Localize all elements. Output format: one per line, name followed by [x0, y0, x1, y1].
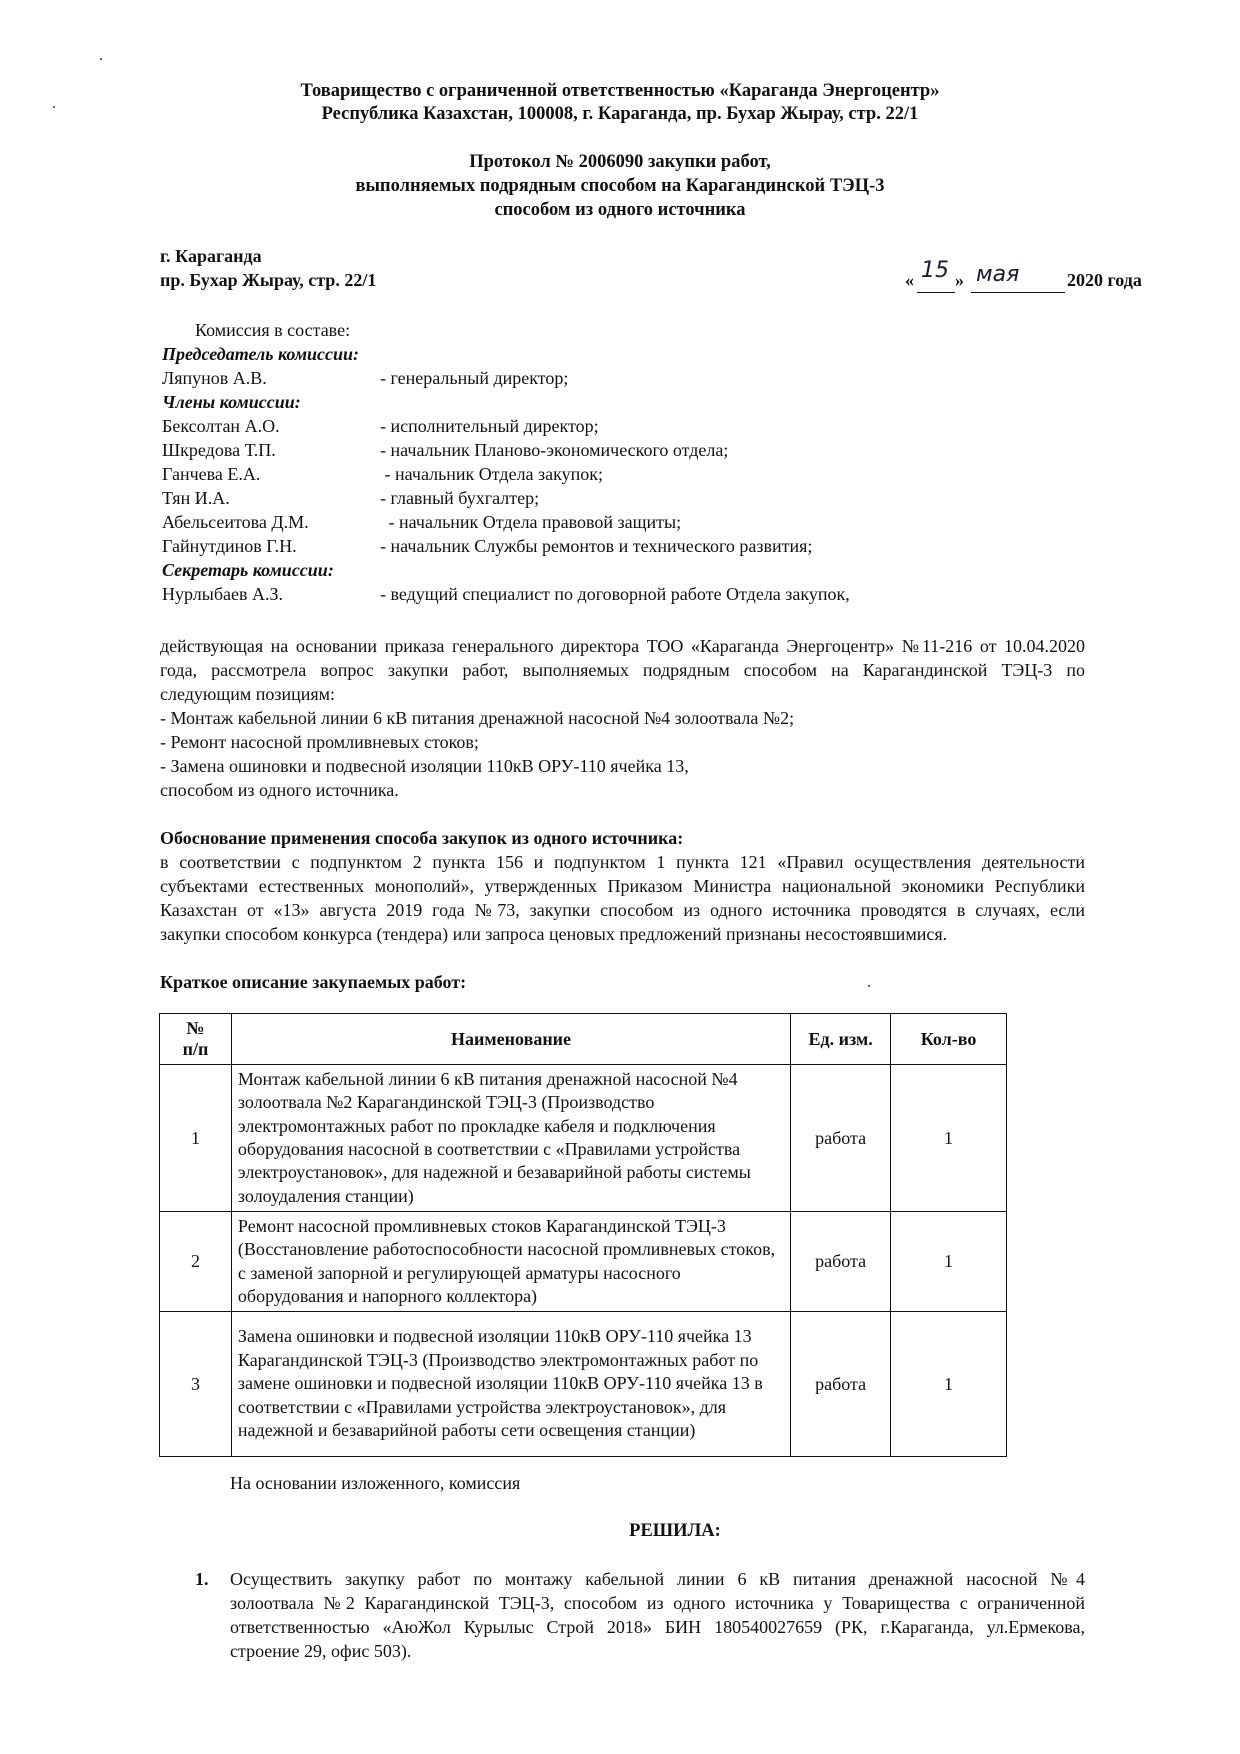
date-close-quote: » — [955, 270, 964, 290]
place-address: пр. Бухар Жырау, стр. 22/1 — [160, 270, 377, 290]
row-unit: работа — [791, 1212, 891, 1312]
member-role: - ведущий специалист по договорной работе Отдела закупок, — [380, 584, 850, 604]
row-name: Замена ошиновки и подвесной изоляции 110кВ ОРУ-110 ячейка 13 Карагандинской ТЭЦ-3 (Производство электромонтажных работ по замене ошиновки и подвесной изоляции 110кВ ОРУ-110 ячейка 13 в соответствии с «Правилами устройства электроустановок», для надежной и безаварийной работы сети освещения станции) — [231, 1312, 790, 1457]
works-heading: Краткое описание закупаемых работ: — [160, 972, 467, 992]
date-day-handwritten: 15 — [921, 258, 949, 283]
body-line: действующая на основании приказа генерального директора ТОО «Караганда Энергоцентр» №11-216 от 10.04.2020 — [160, 636, 1085, 656]
scan-speck — [100, 58, 102, 60]
body-line: следующим позициям: — [160, 684, 336, 704]
col-header-qty: Кол-во — [891, 1014, 1007, 1065]
date-month-underline — [971, 292, 1065, 293]
member-name: Шкредова Т.П. — [162, 440, 276, 460]
row-num: 3 — [160, 1312, 232, 1457]
members-heading: Члены комиссии: — [162, 392, 301, 412]
member-role: - главный бухгалтер; — [380, 488, 540, 508]
member-name: Абельсеитова Д.М. — [162, 512, 309, 532]
decision-line: строение 29, офис 503). — [230, 1641, 412, 1661]
table-header-row — [160, 1014, 1007, 1065]
member-role: - исполнительный директор; — [380, 416, 599, 436]
org-name: Товарищество с ограниченной ответственностью «Караганда Энергоцентр» — [300, 81, 940, 101]
list-item: - Монтаж кабельной линии 6 кВ питания дренажной насосной №4 золоотвала №2; — [160, 708, 795, 728]
date-open-quote: « — [905, 270, 914, 290]
member-role: - начальник Отдела закупок; — [380, 464, 604, 484]
row-qty: 1 — [891, 1065, 1007, 1212]
protocol-title: Протокол № 2006090 закупки работ, — [469, 152, 771, 172]
table-row — [160, 1212, 1007, 1312]
chair-heading: Председатель комиссии: — [162, 344, 360, 364]
decision-line: золоотвала №2 Карагандинской ТЭЦ-3, способом из одного источника у Товарищества с ограниченной — [230, 1593, 1085, 1613]
member-role: - начальник Планово-экономического отдела; — [380, 440, 729, 460]
commission-intro: Комиссия в составе: — [195, 320, 351, 340]
place-city: г. Караганда — [160, 246, 262, 266]
date-day-underline — [917, 292, 955, 293]
row-name: Ремонт насосной промливневых стоков Карагандинской ТЭЦ-3 (Восстановление работоспособности насосной промливневых стоков, с заменой запорной и регулирующей арматуры насосного оборудования и напорного коллектора) — [231, 1212, 790, 1312]
member-role: - начальник Службы ремонтов и технического развития; — [380, 536, 813, 556]
justification-heading: Обоснование применения способа закупок из одного источника: — [160, 828, 684, 848]
date-month-handwritten: мая — [976, 262, 1020, 287]
member-role: - генеральный директор; — [380, 368, 569, 388]
row-qty: 1 — [891, 1312, 1007, 1457]
body-line: способом из одного источника. — [160, 780, 399, 800]
member-name: Тян И.А. — [162, 488, 230, 508]
decision-intro: На основании изложенного, комиссия — [230, 1473, 521, 1493]
member-name: Ганчева Е.А. — [162, 464, 261, 484]
table-row — [160, 1065, 1007, 1212]
row-name: Монтаж кабельной линии 6 кВ питания дренажной насосной №4 золоотвала №2 Карагандинской ТЭЦ-3 (Производство электромонтажных работ по прокладке кабеля и подключения оборудования насосной в соответствии с «Правилами устройства электроустановок», для надежной и безаварийной работы системы золоудаления станции) — [231, 1065, 790, 1212]
list-item: - Замена ошиновки и подвесной изоляции 110кВ ОРУ-110 ячейка 13, — [160, 756, 689, 776]
justification-line: в соответствии с подпунктом 2 пункта 156 и подпунктом 1 пункта 121 «Правил осуществления деятельности — [160, 852, 1085, 872]
member-name: Гайнутдинов Г.Н. — [162, 536, 297, 556]
protocol-subtitle: выполняемых подрядным способом на Карагандинской ТЭЦ-3 — [355, 176, 885, 196]
table-row — [160, 1312, 1007, 1457]
secretary-heading: Секретарь комиссии: — [162, 560, 334, 580]
row-unit: работа — [791, 1065, 891, 1212]
protocol-method: способом из одного источника — [494, 200, 746, 220]
justification-line: закупки способом конкурса (тендера) или запроса ценовых предложений признаны несостоявшимися. — [160, 924, 948, 944]
justification-line: Казахстан от «13» августа 2019 года №73, закупки способом из одного источника проводятся в случаях, если — [160, 900, 1085, 920]
row-qty: 1 — [891, 1212, 1007, 1312]
decision-heading: РЕШИЛА: — [629, 1521, 721, 1541]
list-item: - Ремонт насосной промливневых стоков; — [160, 732, 479, 752]
col-header-unit: Ед. изм. — [791, 1014, 891, 1065]
member-role: - начальник Отдела правовой защиты; — [384, 512, 682, 532]
decision-line: ответственностью «АюЖол Курылыс Строй 2018» БИН 180540027659 (РК, г.Караганда, ул.Ермекова, — [230, 1617, 1085, 1637]
col-header-num: № п/п — [160, 1014, 232, 1065]
body-line: года, рассмотрела вопрос закупки работ, выполняемых подрядным способом на Карагандинской ТЭЦ-3 по — [160, 660, 1085, 680]
works-table — [159, 1013, 1007, 1457]
decision-item-number: 1. — [195, 1569, 209, 1589]
row-unit: работа — [791, 1312, 891, 1457]
decision-line: Осуществить закупку работ по монтажу кабельной линии 6 кВ питания дренажной насосной №4 — [230, 1569, 1085, 1589]
scan-speck — [868, 985, 870, 987]
member-name: Бексолтан А.О. — [162, 416, 280, 436]
row-num: 2 — [160, 1212, 232, 1312]
org-address: Республика Казахстан, 100008, г. Караганда, пр. Бухар Жырау, стр. 22/1 — [321, 104, 919, 124]
member-name: Ляпунов А.В. — [162, 368, 267, 388]
col-header-name: Наименование — [231, 1014, 790, 1065]
justification-line: субъектами естественных монополий», утвержденных Приказом Министра национальной экономики Республики — [160, 876, 1085, 896]
date-year: 2020 года — [1067, 270, 1142, 290]
member-name: Нурлыбаев А.З. — [162, 584, 283, 604]
row-num: 1 — [160, 1065, 232, 1212]
